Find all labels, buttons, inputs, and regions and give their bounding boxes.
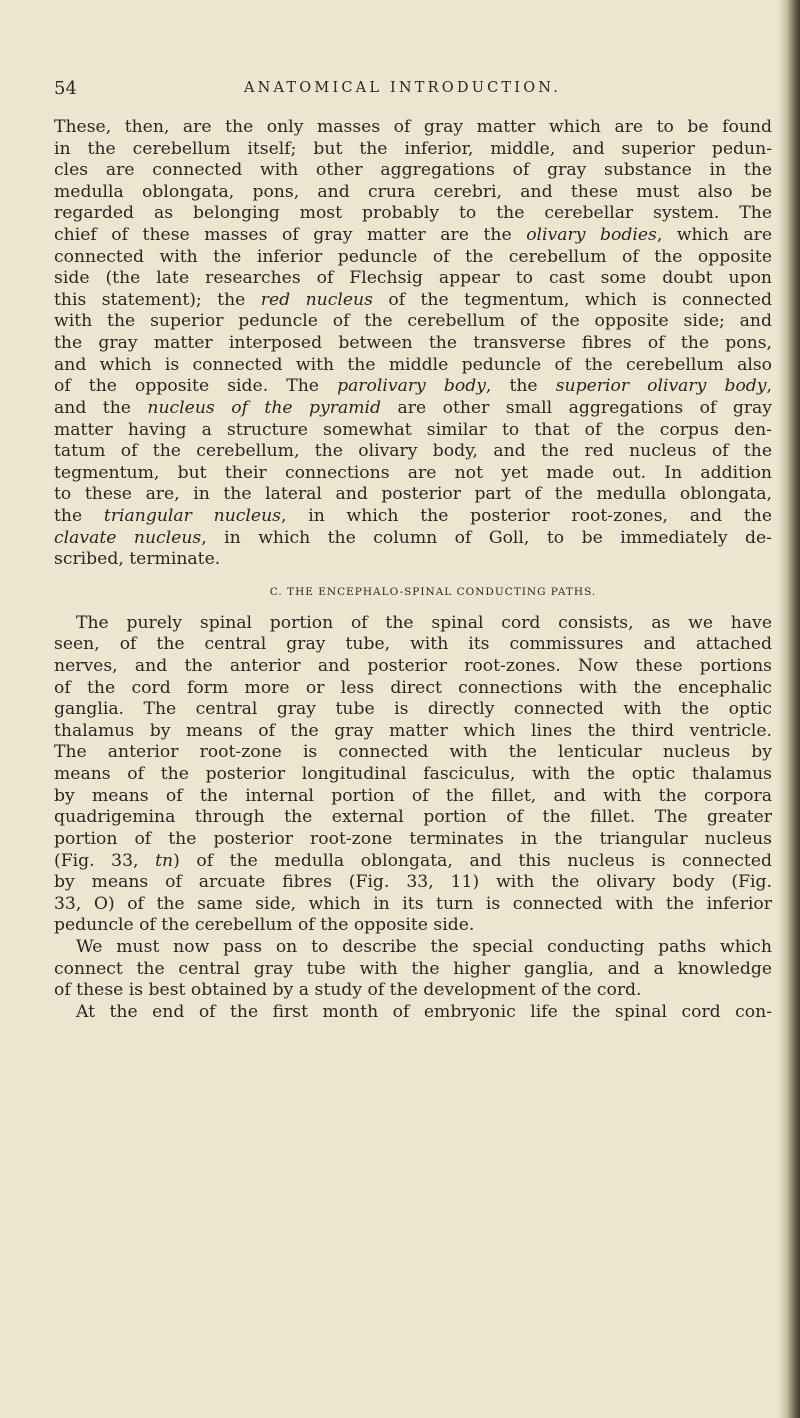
text-run: of the tegmentum, which is connected — [372, 289, 773, 310]
paragraph-2-line: seen, of the central gray tube, with its commissures and attached — [54, 634, 772, 655]
paragraph-1-line: scribed, terminate. — [54, 549, 221, 570]
paragraph-1-line: connected with the inferior peduncle of the cerebellum of the opposite — [54, 246, 772, 267]
italic-term: superior olivary body — [555, 376, 767, 397]
paragraph-1-line — [54, 290, 772, 312]
text-run: this statement); the — [54, 289, 261, 310]
paragraph-1-line — [54, 528, 772, 550]
page-header — [54, 78, 770, 102]
paragraph-2-line: means of the posterior longitudinal fasciculus, with the optic thalamus — [54, 764, 772, 785]
paragraph-2-line: quadrigemina through the external portion of the fillet. The greater — [54, 807, 772, 828]
running-title: ANATOMICAL INTRODUCTION. — [244, 80, 562, 96]
text-run: chief of these masses of gray matter are the — [54, 225, 527, 246]
paragraph-2-line: portion of the posterior root-zone terminates in the triangular nucleus — [54, 828, 772, 849]
section-heading-wrap — [54, 571, 772, 613]
paragraph-1-line: to these are, in the lateral and posterior part of the medulla oblongata, — [54, 484, 772, 505]
text-run: the — [54, 505, 104, 526]
paragraph-1-line: These, then, are the only masses of gray matter which are to be found — [54, 117, 772, 137]
paragraph-1-line: tegmentum, but their connections are not yet made out. In addition — [54, 462, 772, 483]
paragraph-3-line: of these is best obtained by a study of the development of the cord. — [54, 980, 642, 1001]
text-run: (Fig. 33, — [54, 850, 156, 871]
text-run: of the opposite side. The — [54, 376, 338, 397]
paragraph-1-line: tatum of the cerebellum, the olivary body, and the red nucleus of the — [54, 441, 772, 462]
paragraph-1-line — [54, 506, 772, 528]
book-spine-shadow — [778, 0, 800, 1418]
text-run: , — [766, 376, 772, 397]
paragraph-2-line: by means of the internal portion of the fillet, and with the corpora — [54, 785, 772, 806]
paragraph-2-line: 33, O) of the same side, which in its turn is connected with the inferior — [54, 893, 772, 914]
italic-term: olivary bodies — [526, 225, 657, 246]
text-run: , the — [485, 376, 556, 397]
paragraph-1-line: matter having a structure somewhat similar to that of the corpus den- — [54, 419, 772, 440]
paragraph-2-line: of the cord form more or less direct connections with the encephalic — [54, 677, 772, 698]
text-run: , in which the posterior root-zones, and the — [280, 505, 772, 526]
paragraph-3-line: connect the central gray tube with the higher ganglia, and a knowledge — [54, 958, 772, 979]
text-run: and the — [54, 397, 148, 418]
paragraph-1-line: in the cerebellum itself; but the inferior, middle, and superior pedun- — [54, 138, 772, 159]
paragraph-3-line: We must now pass on to describe the special conducting paths which — [76, 936, 772, 957]
section-heading: C. THE ENCEPHALO-SPINAL CONDUCTING PATHS. — [269, 585, 597, 598]
italic-term: triangular nucleus — [103, 505, 281, 526]
paragraph-1-line: the gray matter interposed between the transverse fibres of the pons, — [54, 333, 772, 354]
paragraph-1-line — [54, 225, 772, 247]
paragraph-1-line — [54, 376, 772, 398]
paragraph-1-line: side (the late researches of Flechsig appear to cast some doubt upon — [54, 268, 772, 289]
italic-term: parolivary body — [337, 376, 486, 397]
paragraph-1-line: medulla oblongata, pons, and crura cerebri, and these must also be — [54, 181, 772, 202]
text-run: , which are — [656, 225, 772, 246]
page-number: 54 — [54, 78, 77, 99]
text-run: , in which the column of Goll, to be immediately de- — [201, 527, 772, 548]
paragraph-1-line: cles are connected with other aggregations of gray substance in the — [54, 160, 772, 181]
paragraph-4-line: At the end of the first month of embryonic life the spinal cord con- — [76, 1001, 772, 1022]
paragraph-2-line: by means of arcuate fibres (Fig. 33, 11) with the olivary body (Fig. — [54, 872, 772, 893]
page-body — [54, 117, 772, 1023]
paragraph-1-line: and which is connected with the middle peduncle of the cerebellum also — [54, 354, 772, 375]
paragraph-2-line: peduncle of the cerebellum of the opposite side. — [54, 915, 475, 936]
paragraph-2-line: The purely spinal portion of the spinal cord consists, as we have — [76, 612, 772, 633]
italic-term: clavate nucleus — [54, 527, 202, 548]
paragraph-2-line: ganglia. The central gray tube is directly connected with the optic — [54, 699, 772, 720]
paragraph-2-line: nerves, and the anterior and posterior root-zones. Now these portions — [54, 656, 772, 677]
paragraph-1-line — [54, 398, 772, 420]
text-run: ) of the medulla oblongata, and this nucleus is connected — [173, 850, 772, 871]
text-run: are other small aggregations of gray — [381, 397, 772, 418]
paragraph-2-line — [54, 851, 772, 873]
paragraph-1-line: with the superior peduncle of the cerebellum of the opposite side; and — [54, 311, 772, 332]
italic-term: nucleus of the pyramid — [147, 397, 382, 418]
paragraph-2-line: The anterior root-zone is connected with the lenticular nucleus by — [54, 742, 772, 763]
italic-term: tn — [155, 850, 174, 871]
paragraph-1-line: regarded as belonging most probably to the cerebellar system. The — [54, 203, 772, 224]
paragraph-2-line: thalamus by means of the gray matter which lines the third ventricle. — [54, 720, 772, 741]
italic-term: red nucleus — [260, 289, 373, 310]
